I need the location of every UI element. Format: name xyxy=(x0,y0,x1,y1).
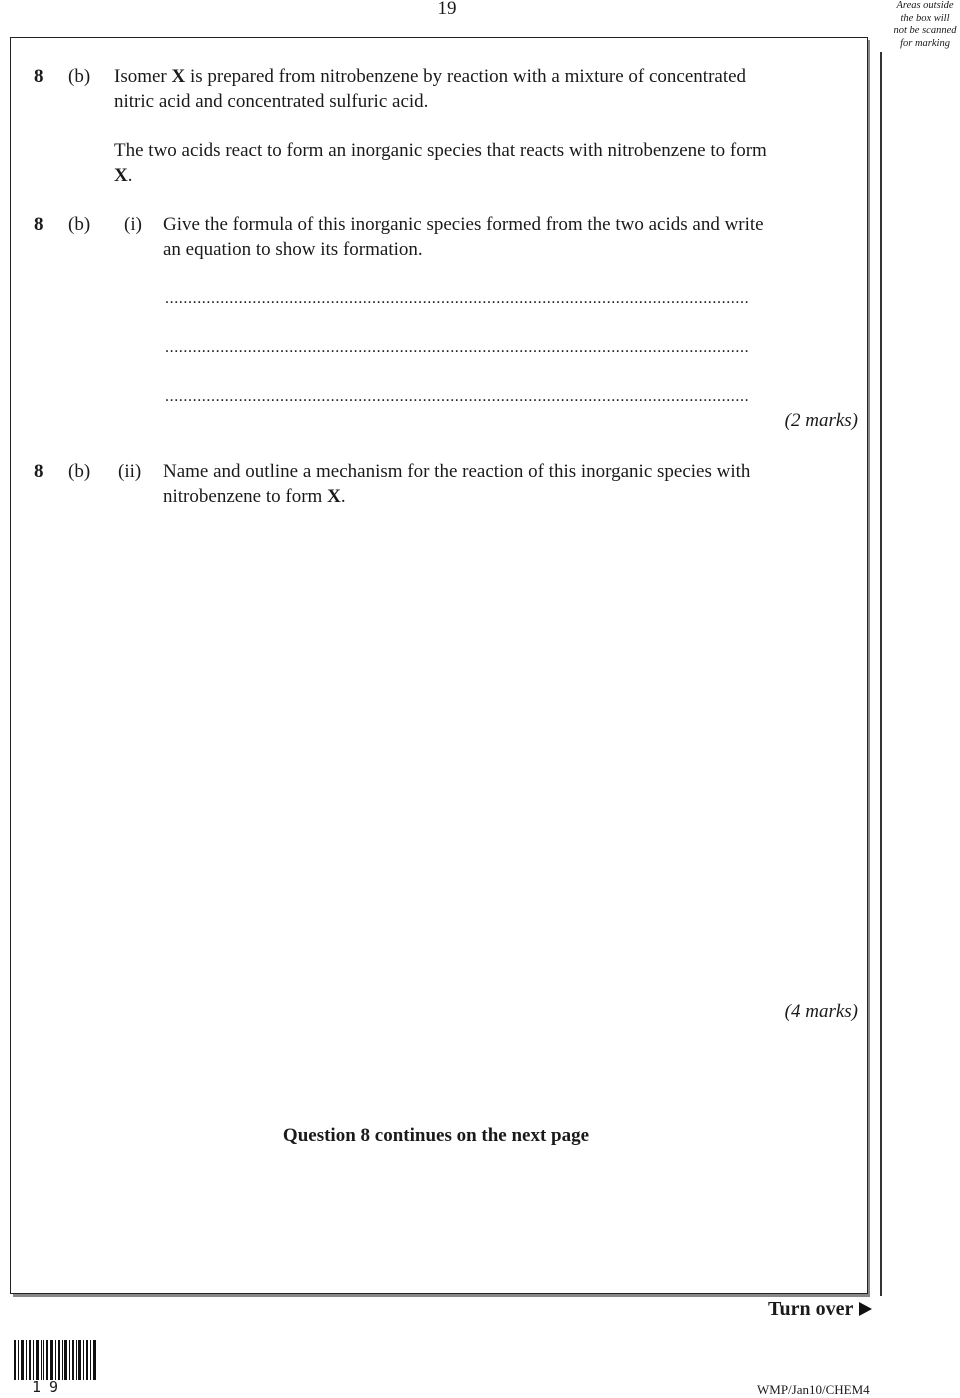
question-part: (b) xyxy=(68,461,91,482)
right-arrow-icon xyxy=(859,1302,872,1316)
marks-allocation: (2 marks) xyxy=(784,410,858,431)
question-subpart: (i) xyxy=(124,214,142,235)
question-text-line: nitric acid and concentrated sulfuric acid. xyxy=(114,91,429,112)
isomer-x-label: X xyxy=(114,165,128,186)
barcode-icon xyxy=(14,1340,96,1380)
question-text-line: The two acids react to form an inorganic species that reacts with nitrobenzene to form xyxy=(114,140,767,161)
mechanism-answer-space[interactable] xyxy=(160,515,860,995)
text-span: . xyxy=(127,165,133,186)
page-number: 19 xyxy=(437,0,457,19)
continue-notice: Question 8 continues on the next page xyxy=(282,1125,590,1146)
margin-rule xyxy=(880,52,882,1296)
text-span: nitrobenzene to form xyxy=(163,486,328,507)
text-span: . xyxy=(340,486,346,507)
isomer-x-label: X xyxy=(327,486,341,507)
margin-note xyxy=(888,0,960,50)
barcode-digits: 19 xyxy=(32,1378,67,1396)
frame-shadow-bottom xyxy=(13,1294,870,1297)
margin-note-line: the box will xyxy=(900,12,950,24)
paper-code: WMP/Jan10/CHEM4 xyxy=(757,1382,870,1397)
question-subpart: (ii) xyxy=(118,461,142,482)
question-number: 8 xyxy=(34,66,44,87)
question-text-line xyxy=(114,64,746,89)
text-span: is prepared from nitrobenzene by reaction with a mixture of concentrated xyxy=(185,66,747,87)
question-text-line xyxy=(163,484,346,509)
frame-shadow-right xyxy=(868,40,870,1297)
question-text-line xyxy=(114,163,132,188)
question-text-line: an equation to show its formation. xyxy=(163,239,423,260)
isomer-x-label: X xyxy=(171,66,186,87)
question-part: (b) xyxy=(68,66,91,87)
answer-line[interactable]: ............................................................................................................................... xyxy=(165,388,750,405)
margin-note-line: Areas outside xyxy=(896,0,954,11)
turn-over xyxy=(768,1298,872,1321)
question-text-line: Give the formula of this inorganic species formed from the two acids and write xyxy=(163,214,764,235)
margin-note-line: for marking xyxy=(900,37,950,49)
turn-over-label: Turn over xyxy=(768,1298,854,1320)
question-number: 8 xyxy=(34,461,44,482)
margin-note-line: not be scanned xyxy=(893,25,957,36)
answer-line[interactable]: ............................................................................................................................... xyxy=(165,339,750,356)
answer-line[interactable]: ............................................................................................................................... xyxy=(165,290,750,307)
marks-allocation: (4 marks) xyxy=(784,1001,858,1022)
question-number: 8 xyxy=(34,214,44,235)
question-text-line: Name and outline a mechanism for the reaction of this inorganic species with xyxy=(163,461,751,482)
text-span: Isomer xyxy=(114,66,172,87)
question-part: (b) xyxy=(68,214,91,235)
